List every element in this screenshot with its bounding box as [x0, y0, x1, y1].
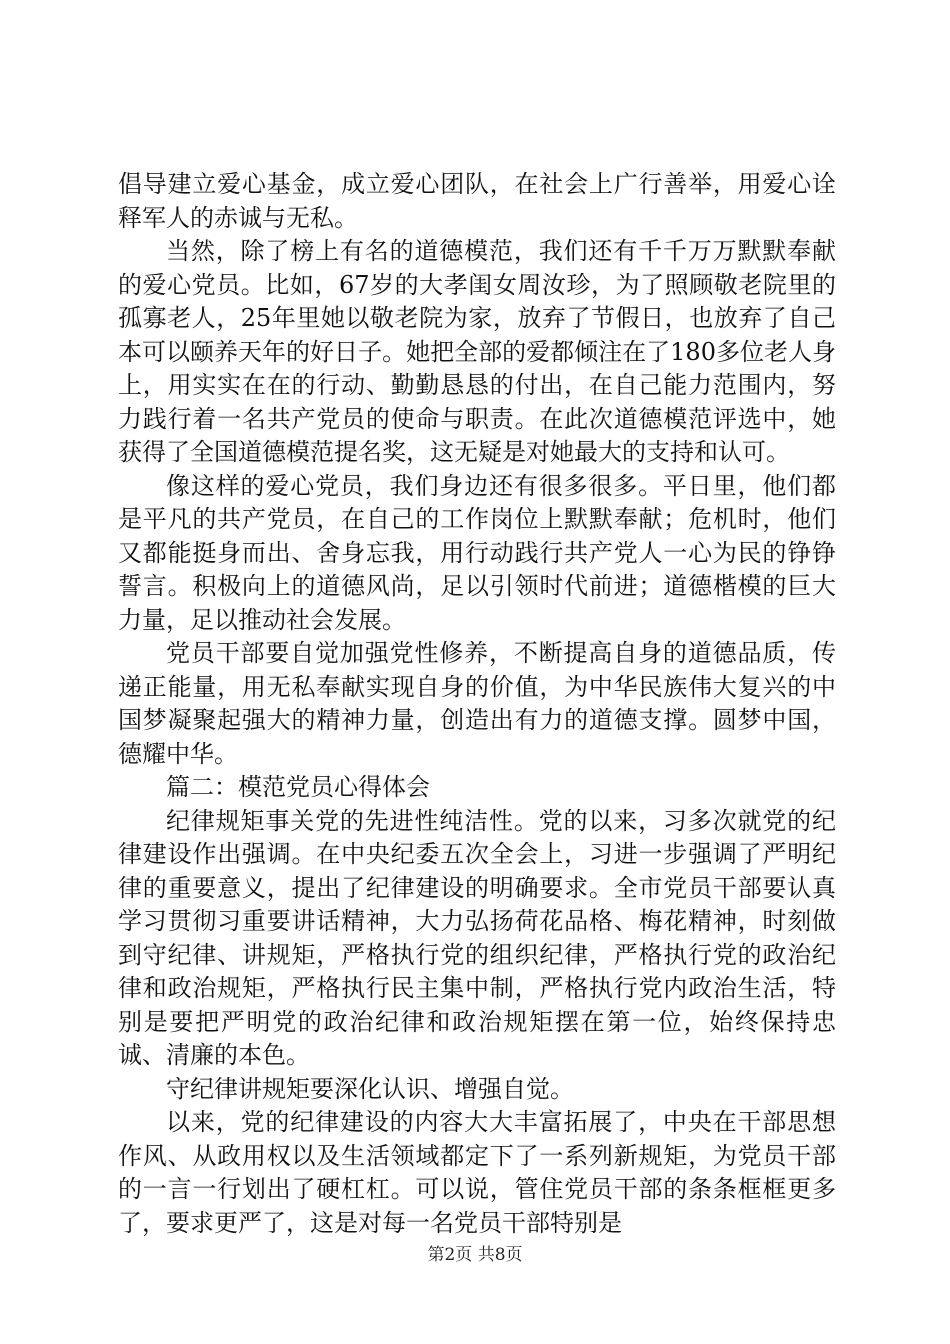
section-heading: 篇二：模范党员心得体会 — [166, 773, 430, 801]
paragraph: 守纪律讲规矩要深化认识、增强自觉。 — [166, 1074, 574, 1103]
paragraph: 倡导建立爱心基金，成立爱心团队，在社会上广行善举，用爱心诠释军人的赤诚与无私。 — [118, 170, 836, 232]
paragraph: 以来，党的纪律建设的内容大大丰富拓展了，中央在干部思想作风、从政用权以及生活领域都定下了一系列新规矩，为党员干部的一言一行划出了硬杠杠。可以说，管住党员干部的条条框框更多了，要求更严了，这是对每一名党员干部特别是 — [118, 1108, 836, 1237]
paragraph: 纪律规矩事关党的先进性纯洁性。党的以来，习多次就党的纪律建设作出强调。在中央纪委五次全会上，习进一步强调了严明纪律的重要意义，提出了纪律建设的明确要求。全市党员干部要认真学习贯彻习重要讲话精神，大力弘扬荷花品格、梅花精神，时刻做到守纪律、讲规矩，严格执行党的组织纪律，严格执行党的政治纪律和政治规矩，严格执行民主集中制，严格执行党内政治生活，特别是要把严明党的政治纪律和政治规矩摆在第一位，始终保持忠诚、清廉的本色。 — [118, 806, 836, 1069]
paragraph: 党员干部要自觉加强党性修养，不断提高自身的道德品质，传递正能量，用无私奉献实现自身的价值，为中华民族伟大复兴的中国梦凝聚起强大的精神力量，创造出有力的道德支撑。圆梦中国，德耀中华。 — [118, 639, 836, 768]
paragraph: 当然，除了榜上有名的道德模范，我们还有千千万万默默奉献的爱心党员。比如，67岁的大孝闺女周汝珍，为了照顾敬老院里的孤寡老人，25年里她以敬老院为家，放弃了节假日，也放弃了自己本可以颐养天年的好日子。她把全部的爱都倾注在了180多位老人身上，用实实在在的行动、勤勤恳恳的付出，在自己能力范围内，努力践行着一名共产党员的使命与职责。在此次道德模范评选中，她获得了全国道德模范提名奖，这无疑是对她最大的支持和认可。 — [118, 237, 836, 466]
paragraph: 像这样的爱心党员，我们身边还有很多很多。平日里，他们都是平凡的共产党员，在自己的工作岗位上默默奉献；危机时，他们又都能挺身而出、舍身忘我，用行动践行共产党人一心为民的铮铮誓言。积极向上的道德风尚，足以引领时代前进；道德楷模的巨大力量，足以推动社会发展。 — [118, 471, 836, 634]
page-number-footer: 第2页 共8页 — [427, 1245, 523, 1265]
document-body — [118, 168, 836, 1240]
